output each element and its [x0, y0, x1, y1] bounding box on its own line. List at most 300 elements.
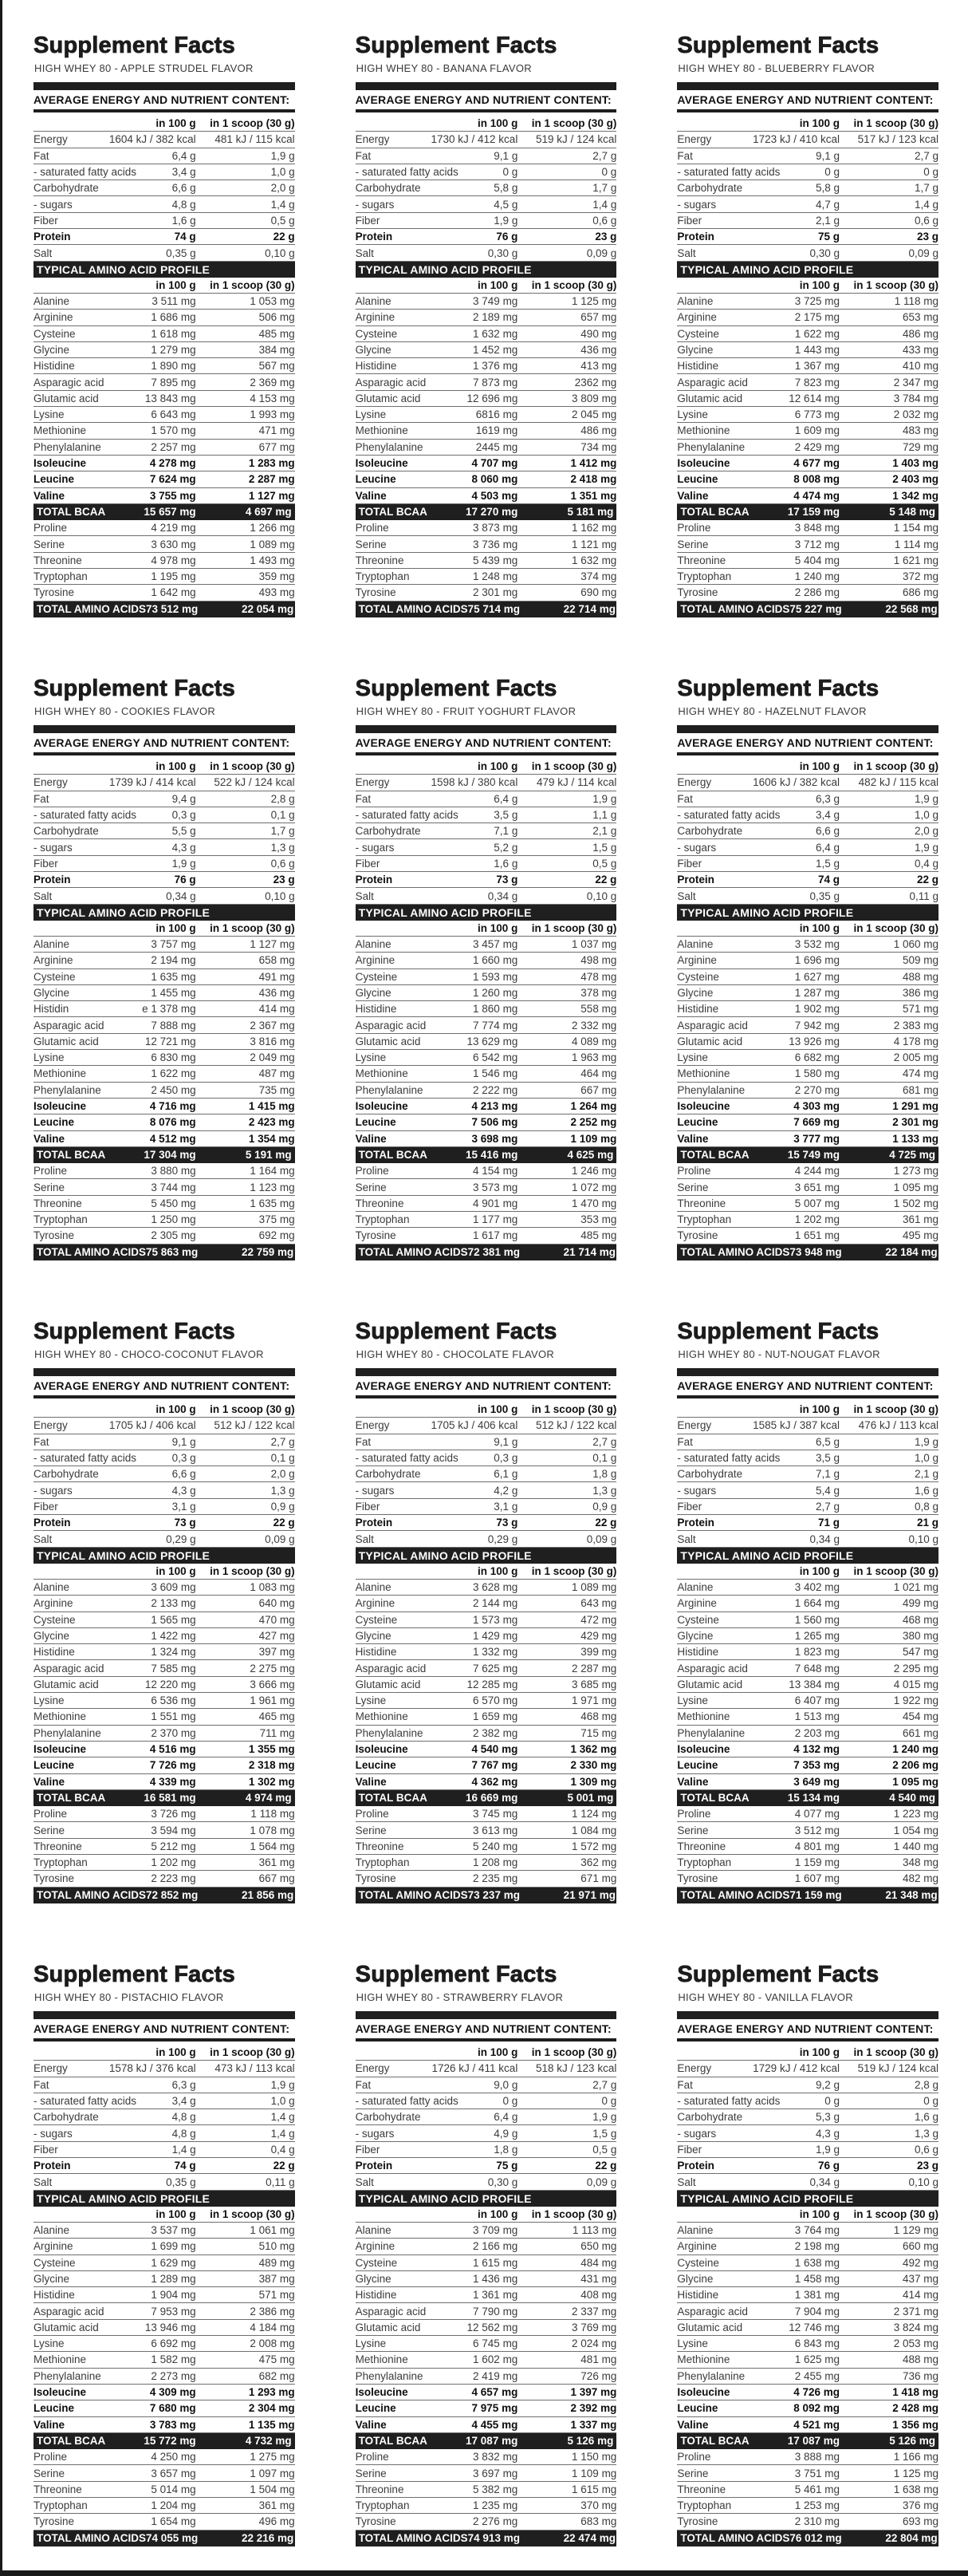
nutrient-row: [356, 1466, 617, 1482]
value-per-scoop: 734 mg: [580, 440, 617, 453]
value-per-100g: 7 904 mg: [794, 2305, 840, 2318]
value-per-100g: 2 273 mg: [151, 2369, 196, 2382]
amino-row: [356, 326, 617, 342]
amino-row: [356, 1822, 617, 1838]
value-per-scoop: 0,10 g: [265, 247, 295, 259]
row-label: Fat: [355, 792, 372, 805]
value-per-scoop: 2 206 mg: [892, 1759, 938, 1772]
row-label: TOTAL AMINO ACIDS: [358, 1246, 468, 1259]
row-label: Glutamic acid: [33, 1678, 99, 1690]
value-per-scoop: 21 856 mg: [242, 1889, 294, 1902]
amino-row: [677, 553, 938, 569]
col-header-per-scoop: in 1 scoop (30 g): [210, 2207, 295, 2220]
value-per-100g: 4 219 mg: [151, 522, 196, 535]
value-per-100g: 1,8 g: [494, 2143, 518, 2156]
row-label: TOTAL AMINO ACIDS: [680, 603, 790, 616]
column-header-row: [33, 278, 295, 294]
value-per-100g: 4 213 mg: [471, 1100, 518, 1113]
value-per-100g: 6,4 g: [171, 149, 196, 162]
value-per-scoop: 512 kJ / 122 kcal: [536, 1419, 617, 1432]
panel-title: Supplement Facts: [355, 1319, 557, 1344]
panel-title: Supplement Facts: [355, 1962, 557, 1987]
value-per-scoop: 681 mg: [902, 1083, 938, 1096]
value-per-100g: 4 503 mg: [471, 489, 518, 502]
row-label: Asparagic acid: [677, 1019, 748, 1032]
value-per-100g: 74 g: [174, 2160, 196, 2172]
col-header-in-100g: in 100 g: [799, 760, 840, 773]
value-per-100g: 4 309 mg: [149, 2386, 196, 2399]
value-per-100g: 17 087 mg: [466, 2435, 518, 2448]
row-label: Energy: [355, 1419, 390, 1432]
value-per-100g: 1604 kJ / 382 kcal: [108, 133, 196, 146]
value-per-scoop: 474 mg: [902, 1067, 938, 1080]
value-per-100g: 4 707 mg: [471, 457, 518, 470]
row-label: TOTAL BCAA: [680, 1149, 750, 1162]
amino-row: [677, 1212, 938, 1228]
value-per-100g: 6,6 g: [171, 182, 196, 195]
value-per-scoop: 0,1 g: [270, 809, 295, 822]
value-per-scoop: 22 g: [273, 2160, 295, 2172]
amino-row: [356, 342, 617, 358]
nutrient-section-heading: AVERAGE ENERGY AND NUTRIENT CONTENT:: [677, 736, 934, 749]
amino-row: [677, 2352, 938, 2368]
panel-title: Supplement Facts: [355, 676, 557, 701]
value-per-scoop: 22 054 mg: [242, 603, 294, 616]
row-label: Fiber: [355, 2143, 380, 2156]
row-label: Tyrosine: [33, 1872, 75, 1885]
total-bcaa-row: [677, 1147, 938, 1163]
value-per-100g: 6,6 g: [815, 825, 840, 838]
nutrient-row: [677, 2109, 938, 2125]
amino-row: [677, 2255, 938, 2271]
column-header-row: [677, 1402, 938, 1418]
value-per-scoop: 567 mg: [258, 360, 295, 373]
value-per-100g: 1 202 mg: [794, 1213, 840, 1226]
value-per-100g: 3 873 mg: [473, 522, 518, 535]
value-per-100g: 2 286 mg: [794, 586, 840, 599]
value-per-100g: 17 270 mg: [466, 506, 518, 519]
value-per-scoop: 0 g: [923, 166, 938, 179]
amino-row: [356, 391, 617, 407]
value-per-scoop: 2 369 mg: [250, 376, 295, 389]
value-per-100g: 1 627 mg: [794, 970, 840, 983]
value-per-scoop: 1 118 mg: [894, 295, 938, 308]
value-per-100g: 1 250 mg: [151, 1213, 196, 1226]
value-per-scoop: 4 089 mg: [572, 1035, 617, 1047]
column-header-row: [677, 2045, 938, 2061]
value-per-100g: 1606 kJ / 382 kcal: [753, 776, 840, 789]
value-per-100g: 3 880 mg: [151, 1165, 196, 1178]
total-bcaa-row: [33, 504, 295, 520]
column-header-row: [677, 1564, 938, 1580]
value-per-100g: 1 660 mg: [473, 954, 518, 967]
value-per-100g: 0 g: [502, 166, 518, 179]
value-per-scoop: 571 mg: [902, 1003, 938, 1016]
value-per-100g: 1 248 mg: [473, 570, 518, 583]
row-label: Proline: [355, 2451, 389, 2464]
row-label: - sugars: [677, 198, 717, 211]
row-label: Lysine: [677, 1051, 708, 1064]
row-label: Arginine: [677, 954, 717, 967]
row-label: Energy: [33, 776, 68, 789]
col-header-in-100g: in 100 g: [799, 2207, 840, 2220]
row-label: Lysine: [33, 2337, 65, 2350]
amino-row: [677, 1660, 938, 1676]
row-label: - sugars: [355, 841, 395, 854]
row-label: Fat: [33, 149, 49, 162]
row-label: Alanine: [355, 1581, 392, 1594]
value-per-100g: 3 757 mg: [151, 938, 196, 951]
row-label: TOTAL BCAA: [37, 2435, 106, 2448]
row-label: Leucine: [677, 1759, 718, 1772]
value-per-100g: 3 630 mg: [151, 538, 196, 550]
row-label: Tryptophan: [355, 2499, 410, 2512]
amino-row: [356, 2303, 617, 2319]
row-label: Valine: [355, 489, 387, 502]
amino-row: [356, 1660, 617, 1676]
amino-row: [356, 1196, 617, 1212]
value-per-scoop: 2,0 g: [270, 182, 295, 195]
column-header-row: [33, 921, 295, 937]
value-per-scoop: 5 181 mg: [567, 506, 614, 519]
value-per-scoop: 4 625 mg: [567, 1149, 614, 1162]
row-label: TOTAL BCAA: [680, 506, 750, 519]
amino-row: [33, 1034, 295, 1050]
value-per-100g: 4,2 g: [494, 1484, 518, 1497]
row-label: Serine: [33, 1824, 65, 1836]
total-bcaa-row: [356, 2433, 617, 2449]
row-label: Carbohydrate: [355, 2111, 421, 2124]
nutrient-row: [677, 1450, 938, 1466]
column-header-row: [356, 116, 617, 132]
amino-row: [356, 1066, 617, 1082]
value-per-100g: 1 436 mg: [473, 2273, 518, 2285]
amino-row: [677, 2336, 938, 2352]
amino-row: [356, 1709, 617, 1725]
nutrient-row: [356, 888, 617, 904]
amino-section-heading: [356, 1548, 617, 1564]
row-label: - sugars: [677, 2127, 717, 2140]
row-label: Threonine: [355, 1197, 404, 1209]
row-label: Histidine: [677, 1646, 719, 1659]
amino-row: [33, 553, 295, 569]
row-label: Energy: [33, 2062, 68, 2075]
value-per-100g: 1,9 g: [815, 2143, 840, 2156]
panel-title: Supplement Facts: [33, 1319, 235, 1344]
flavor-subtitle: HIGH WHEY 80 - CHOCOLATE FLAVOR: [356, 1348, 555, 1360]
amino-table: [677, 2207, 938, 2546]
value-per-scoop: 2 423 mg: [248, 1116, 295, 1129]
value-per-100g: 1 638 mg: [794, 2256, 840, 2269]
value-per-100g: 6 830 mg: [151, 1051, 196, 1064]
nutrient-row: [356, 1531, 617, 1547]
value-per-scoop: 2 367 mg: [250, 1019, 295, 1032]
nutrient-row: [356, 872, 617, 888]
value-per-100g: 1729 kJ / 412 kcal: [753, 2062, 840, 2075]
nutrient-section-heading: AVERAGE ENERGY AND NUTRIENT CONTENT:: [355, 2022, 612, 2035]
row-label: Asparagic acid: [677, 376, 748, 389]
value-per-scoop: 1 621 mg: [893, 554, 938, 566]
value-per-100g: 3,4 g: [171, 166, 196, 179]
value-per-100g: 1 629 mg: [151, 2256, 196, 2269]
row-label: Glycine: [33, 344, 70, 356]
value-per-100g: 2,1 g: [815, 214, 840, 227]
value-per-100g: 7 774 mg: [473, 1019, 518, 1032]
value-per-scoop: 370 mg: [580, 2499, 617, 2512]
nutrient-row: [33, 229, 295, 245]
row-label: Tyrosine: [33, 1229, 75, 1242]
col-header-in-100g: in 100 g: [155, 117, 196, 130]
row-label: Threonine: [33, 554, 82, 566]
value-per-100g: 1598 kJ / 380 kcal: [431, 776, 518, 789]
row-label: Proline: [355, 1165, 389, 1178]
row-label: TOTAL AMINO ACIDS: [37, 1889, 146, 1902]
row-label: Cysteine: [677, 327, 719, 340]
amino-row: [33, 1050, 295, 1066]
value-per-scoop: 22 804 mg: [885, 2532, 938, 2545]
row-label: Leucine: [677, 2402, 718, 2415]
row-label: Proline: [33, 1165, 68, 1178]
amino-row: [356, 937, 617, 953]
row-label: Histidine: [33, 2289, 75, 2302]
row-label: TOTAL AMINO ACIDS: [358, 603, 468, 616]
row-label: Tyrosine: [33, 586, 75, 599]
value-per-100g: 0,34 g: [809, 1533, 840, 1545]
heading-underline: [677, 2038, 938, 2041]
total-amino-acids-row: [677, 2531, 938, 2546]
value-per-scoop: 4 153 mg: [250, 392, 295, 404]
value-per-100g: 2 419 mg: [473, 2369, 518, 2382]
row-label: Leucine: [677, 1116, 718, 1129]
value-per-100g: 15 416 mg: [466, 1149, 518, 1162]
value-per-100g: 6 407 mg: [794, 1694, 840, 1707]
nutrient-row: [356, 2093, 617, 2109]
value-per-100g: 1 609 mg: [794, 424, 840, 437]
row-label: Threonine: [677, 1197, 726, 1209]
value-per-100g: 1 696 mg: [794, 954, 840, 967]
value-per-100g: 2,7 g: [815, 1500, 840, 1513]
amino-row: [356, 1212, 617, 1228]
amino-row: [33, 1806, 295, 1822]
value-per-100g: 7 625 mg: [473, 1662, 518, 1675]
row-label: Leucine: [33, 1116, 75, 1129]
col-header-in-100g: in 100 g: [478, 921, 518, 934]
row-label: Energy: [355, 133, 390, 146]
row-label: Tryptophan: [355, 570, 410, 583]
value-per-100g: 0,34 g: [166, 890, 196, 902]
value-per-scoop: 1 356 mg: [892, 2418, 938, 2431]
row-label: Histidine: [355, 1003, 397, 1016]
row-label: Proline: [677, 522, 711, 535]
row-label: Glutamic acid: [33, 1035, 99, 1047]
row-label: Tyrosine: [677, 1229, 718, 1242]
amino-row: [356, 2271, 617, 2287]
row-label: Salt: [677, 1533, 696, 1545]
amino-row: [356, 1179, 617, 1195]
value-per-100g: 73 948 mg: [789, 1246, 842, 1259]
row-label: Fiber: [33, 2143, 58, 2156]
value-per-100g: 2 270 mg: [794, 1083, 840, 1096]
value-per-100g: 1 381 mg: [794, 2289, 840, 2302]
value-per-100g: 7,1 g: [494, 825, 518, 838]
amino-section-heading-label: TYPICAL AMINO ACID PROFILE: [680, 262, 854, 276]
value-per-scoop: 3 784 mg: [893, 392, 938, 404]
value-per-100g: 1 204 mg: [151, 2499, 196, 2512]
value-per-100g: 9,1 g: [494, 149, 518, 162]
row-label: Fiber: [355, 1500, 380, 1513]
value-per-100g: 0 g: [824, 2095, 840, 2108]
panel-title: Supplement Facts: [677, 1319, 879, 1344]
row-label: Fat: [677, 2078, 693, 2091]
heading-underline: [677, 1395, 938, 1398]
amino-row: [356, 2255, 617, 2271]
row-label: Lysine: [677, 1694, 708, 1707]
amino-row: [33, 536, 295, 552]
row-label: Fiber: [677, 1500, 702, 1513]
col-header-in-100g: in 100 g: [478, 1564, 518, 1577]
value-per-scoop: 1 135 mg: [248, 2418, 295, 2431]
value-per-100g: 12 285 mg: [466, 1678, 518, 1690]
row-label: Valine: [355, 1132, 387, 1145]
value-per-scoop: 1 283 mg: [248, 457, 295, 470]
value-per-100g: 5 404 mg: [794, 554, 840, 566]
column-header-row: [33, 1402, 295, 1418]
row-label: Lysine: [33, 1051, 65, 1064]
value-per-scoop: 1 264 mg: [570, 1100, 617, 1113]
amino-row: [677, 1179, 938, 1195]
value-per-scoop: 413 mg: [580, 360, 617, 373]
nutrient-row: [356, 823, 617, 839]
row-label: Serine: [355, 2467, 387, 2479]
amino-row: [677, 1726, 938, 1742]
col-header-in-100g: in 100 g: [799, 1403, 840, 1416]
amino-row: [356, 358, 617, 374]
row-label: Proline: [33, 2451, 68, 2464]
total-bcaa-row: [33, 1147, 295, 1163]
value-per-scoop: 0,09 g: [586, 247, 617, 259]
amino-row: [33, 1709, 295, 1725]
amino-row: [677, 985, 938, 1001]
amino-row: [677, 471, 938, 487]
nutrient-row: [677, 1531, 938, 1547]
row-label: Arginine: [355, 954, 395, 967]
nutrient-row: [356, 164, 617, 180]
value-per-scoop: 384 mg: [258, 344, 295, 356]
value-per-100g: 1 651 mg: [794, 1229, 840, 1242]
amino-row: [677, 326, 938, 342]
value-per-100g: 4 362 mg: [471, 1775, 518, 1788]
value-per-100g: 3 609 mg: [151, 1581, 196, 1594]
nutrient-row: [677, 229, 938, 245]
row-label: Protein: [677, 874, 714, 886]
nutrient-row: [356, 180, 617, 196]
row-label: Glycine: [355, 1630, 392, 1642]
nutrient-table: [356, 116, 617, 262]
value-per-100g: 6,1 g: [494, 1468, 518, 1481]
row-label: Glutamic acid: [677, 1035, 743, 1047]
value-per-100g: 1 289 mg: [151, 2273, 196, 2285]
value-per-scoop: 660 mg: [902, 2240, 938, 2253]
value-per-scoop: 510 mg: [258, 2240, 295, 2253]
value-per-scoop: 22 474 mg: [563, 2532, 616, 2545]
col-header-in-100g: in 100 g: [155, 278, 196, 291]
row-label: - saturated fatty acids: [355, 1452, 458, 1465]
value-per-scoop: 22 g: [595, 874, 617, 886]
row-label: Glycine: [33, 1630, 70, 1642]
row-label: Arginine: [33, 1597, 73, 1610]
row-label: Valine: [677, 2418, 709, 2431]
row-label: Energy: [33, 133, 68, 146]
amino-row: [356, 1855, 617, 1871]
value-per-scoop: 1 362 mg: [570, 1743, 617, 1756]
value-per-100g: 3 736 mg: [473, 538, 518, 550]
row-label: Threonine: [33, 1197, 82, 1209]
row-label: TOTAL BCAA: [680, 2435, 750, 2448]
amino-row: [356, 1131, 617, 1147]
value-per-100g: 4 521 mg: [793, 2418, 840, 2431]
column-header-row: [33, 2045, 295, 2061]
amino-row: [677, 2287, 938, 2303]
row-label: Cysteine: [33, 327, 76, 340]
nutrient-row: [677, 791, 938, 807]
value-per-100g: 74 913 mg: [467, 2532, 520, 2545]
value-per-100g: 1 654 mg: [151, 2515, 196, 2528]
value-per-100g: 4 677 mg: [793, 457, 840, 470]
row-label: TOTAL AMINO ACIDS: [37, 1246, 146, 1259]
nutrient-section-heading: AVERAGE ENERGY AND NUTRIENT CONTENT:: [677, 93, 934, 106]
header-divider-bar: [33, 1368, 295, 1376]
value-per-100g: 3 777 mg: [793, 1132, 840, 1145]
amino-row: [356, 1083, 617, 1099]
value-per-scoop: 481 kJ / 115 kcal: [214, 133, 295, 146]
value-per-100g: 1 686 mg: [151, 311, 196, 324]
value-per-scoop: 1 154 mg: [893, 522, 938, 535]
value-per-scoop: 1 337 mg: [570, 2418, 617, 2431]
amino-row: [677, 1163, 938, 1179]
value-per-scoop: 464 mg: [580, 1067, 617, 1080]
value-per-scoop: 0,10 g: [908, 2176, 938, 2188]
value-per-scoop: 1 121 mg: [572, 538, 617, 550]
row-label: - saturated fatty acids: [355, 809, 458, 822]
nutrient-row: [677, 775, 938, 791]
value-per-100g: 1 177 mg: [473, 1213, 518, 1226]
amino-row: [677, 1709, 938, 1725]
amino-row: [677, 456, 938, 471]
value-per-scoop: 667 mg: [580, 1083, 617, 1096]
value-per-100g: 6 773 mg: [794, 408, 840, 421]
row-label: Glycine: [33, 2273, 70, 2285]
nutrient-row: [356, 1434, 617, 1450]
amino-row: [677, 1228, 938, 1244]
value-per-100g: 1619 mg: [475, 424, 518, 437]
row-label: Asparagic acid: [33, 1662, 104, 1675]
row-label: Fiber: [355, 214, 380, 227]
value-per-100g: 3 402 mg: [794, 1581, 840, 1594]
value-per-100g: 2 235 mg: [473, 1872, 518, 1885]
value-per-scoop: 22 184 mg: [885, 1246, 938, 1259]
value-per-scoop: 683 mg: [580, 2515, 617, 2528]
value-per-scoop: 0 g: [601, 166, 617, 179]
value-per-scoop: 482 kJ / 115 kcal: [858, 776, 938, 789]
value-per-100g: 1 455 mg: [151, 987, 196, 999]
value-per-scoop: 1 223 mg: [893, 1808, 938, 1821]
amino-row: [33, 1212, 295, 1228]
value-per-scoop: 436 mg: [258, 987, 295, 999]
value-per-scoop: 518 kJ / 123 kcal: [536, 2062, 617, 2075]
col-header-in-100g: in 100 g: [799, 117, 840, 130]
nutrient-row: [677, 823, 938, 839]
amino-row: [33, 2303, 295, 2319]
